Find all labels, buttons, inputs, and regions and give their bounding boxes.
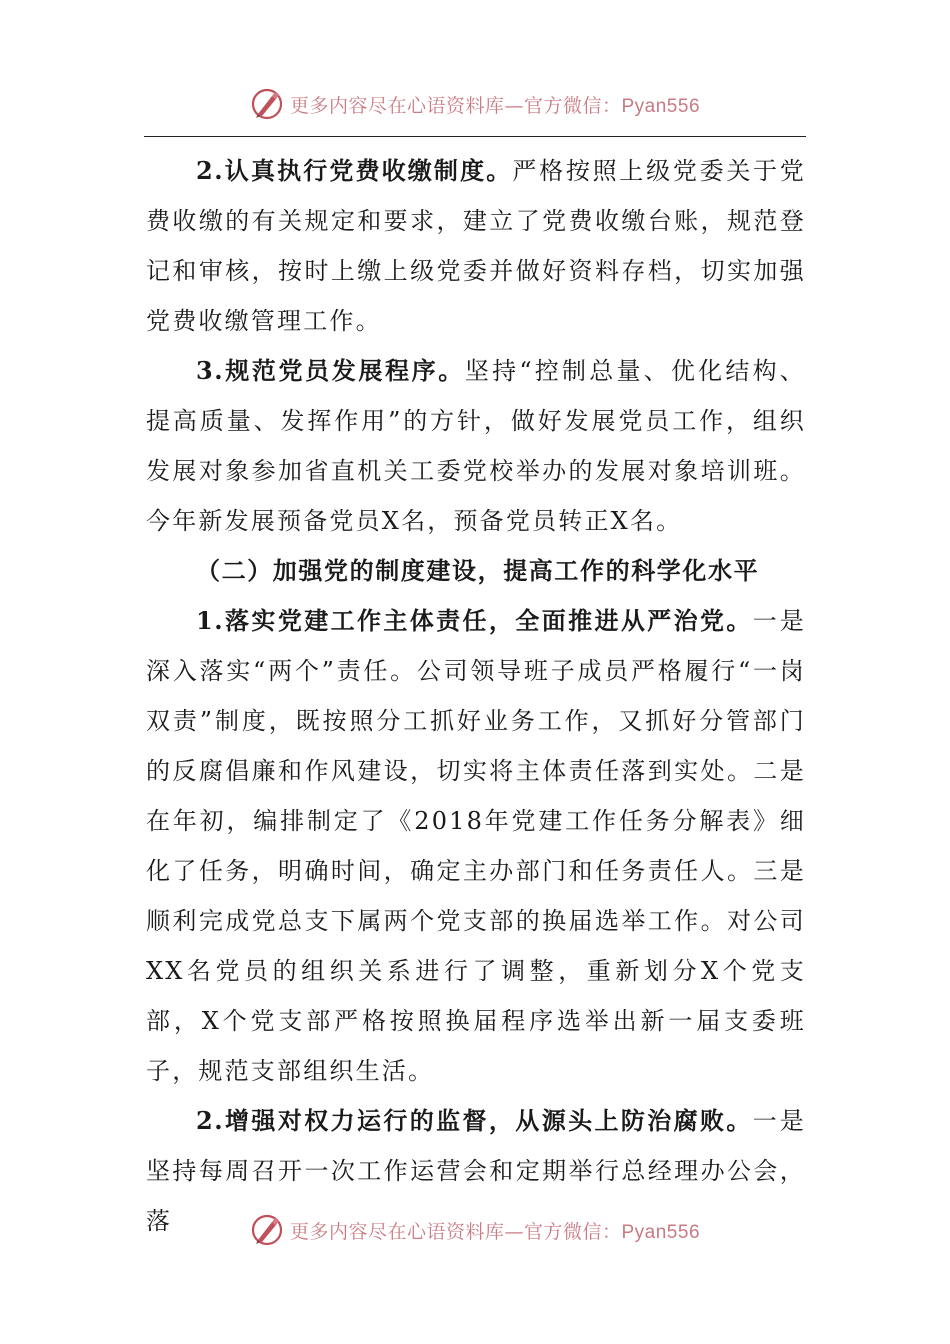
paragraph-lead: 2.增强对权力运行的监督，从源头上防治腐败。 (196, 1106, 753, 1135)
header-divider (144, 136, 806, 137)
section-heading: （二）加强党的制度建设，提高工作的科学化水平 (196, 556, 760, 585)
watermark-text (290, 91, 700, 118)
paragraph-text: 一是深入落实“两个”责任。公司领导班子成员严格履行“一岗双责”制度，既按照分工抓好业务工作，又抓好分管部门的反腐倡廉和作风建设，切实将主体责任落到实处。二是在年初，编排制定了《2018年党建工作任务分解表》细化了任务，明确时间，确定主办部门和任务责任人。三是顺利完成党总支下属两个党支部的换届选举工作。对公司XX名党员的组织关系进行了调整，重新划分X个党支部，X个党支部严格按照换届程序选举出新一届支委班子，规范支部组织生活。 (146, 607, 806, 1085)
watermark-group (250, 87, 700, 121)
pen-in-circle-logo-icon (250, 87, 284, 121)
paragraph-lead: 2.认真执行党费收缴制度。 (196, 156, 513, 185)
paragraph-text: 坚持“控制总量、优化结构、提高质量、发挥作用”的方针，做好发展党员工作，组织发展对象参加省直机关工委党校举办的发展对象培训班。今年新发展预备党员X名，预备党员转正X名。 (146, 357, 806, 535)
paragraph-text: 一是坚持每周召开一次工作运营会和定期举行总经理办公会，落 (146, 1107, 806, 1235)
paragraph-main-responsibility (146, 596, 806, 1096)
watermark-text-cn: 更多内容尽在心语资料库—官方微信： (289, 94, 622, 117)
paragraph-member-development (146, 346, 806, 546)
watermark-wechat-id: Pyan556 (621, 1221, 701, 1243)
watermark-group (250, 1213, 700, 1247)
paragraph-lead: 1.落实党建工作主体责任，全面推进从严治党。 (196, 606, 753, 635)
paragraph-party-dues (146, 146, 806, 346)
paragraph-text: 严格按照上级党委关于党费收缴的有关规定和要求，建立了党费收缴台账，规范登记和审核，按时上缴上级党委并做好资料存档，切实加强党费收缴管理工作。 (146, 157, 807, 335)
watermark-wechat-id: Pyan556 (621, 95, 701, 117)
watermark-text (290, 1217, 700, 1244)
document-body (146, 146, 806, 1246)
header-watermark (0, 82, 950, 126)
watermark-text-cn: 更多内容尽在心语资料库—官方微信： (289, 1220, 622, 1243)
pen-in-circle-logo-icon (250, 1213, 284, 1247)
paragraph-lead: 3.规范党员发展程序。 (196, 356, 465, 385)
footer-watermark (0, 1208, 950, 1252)
